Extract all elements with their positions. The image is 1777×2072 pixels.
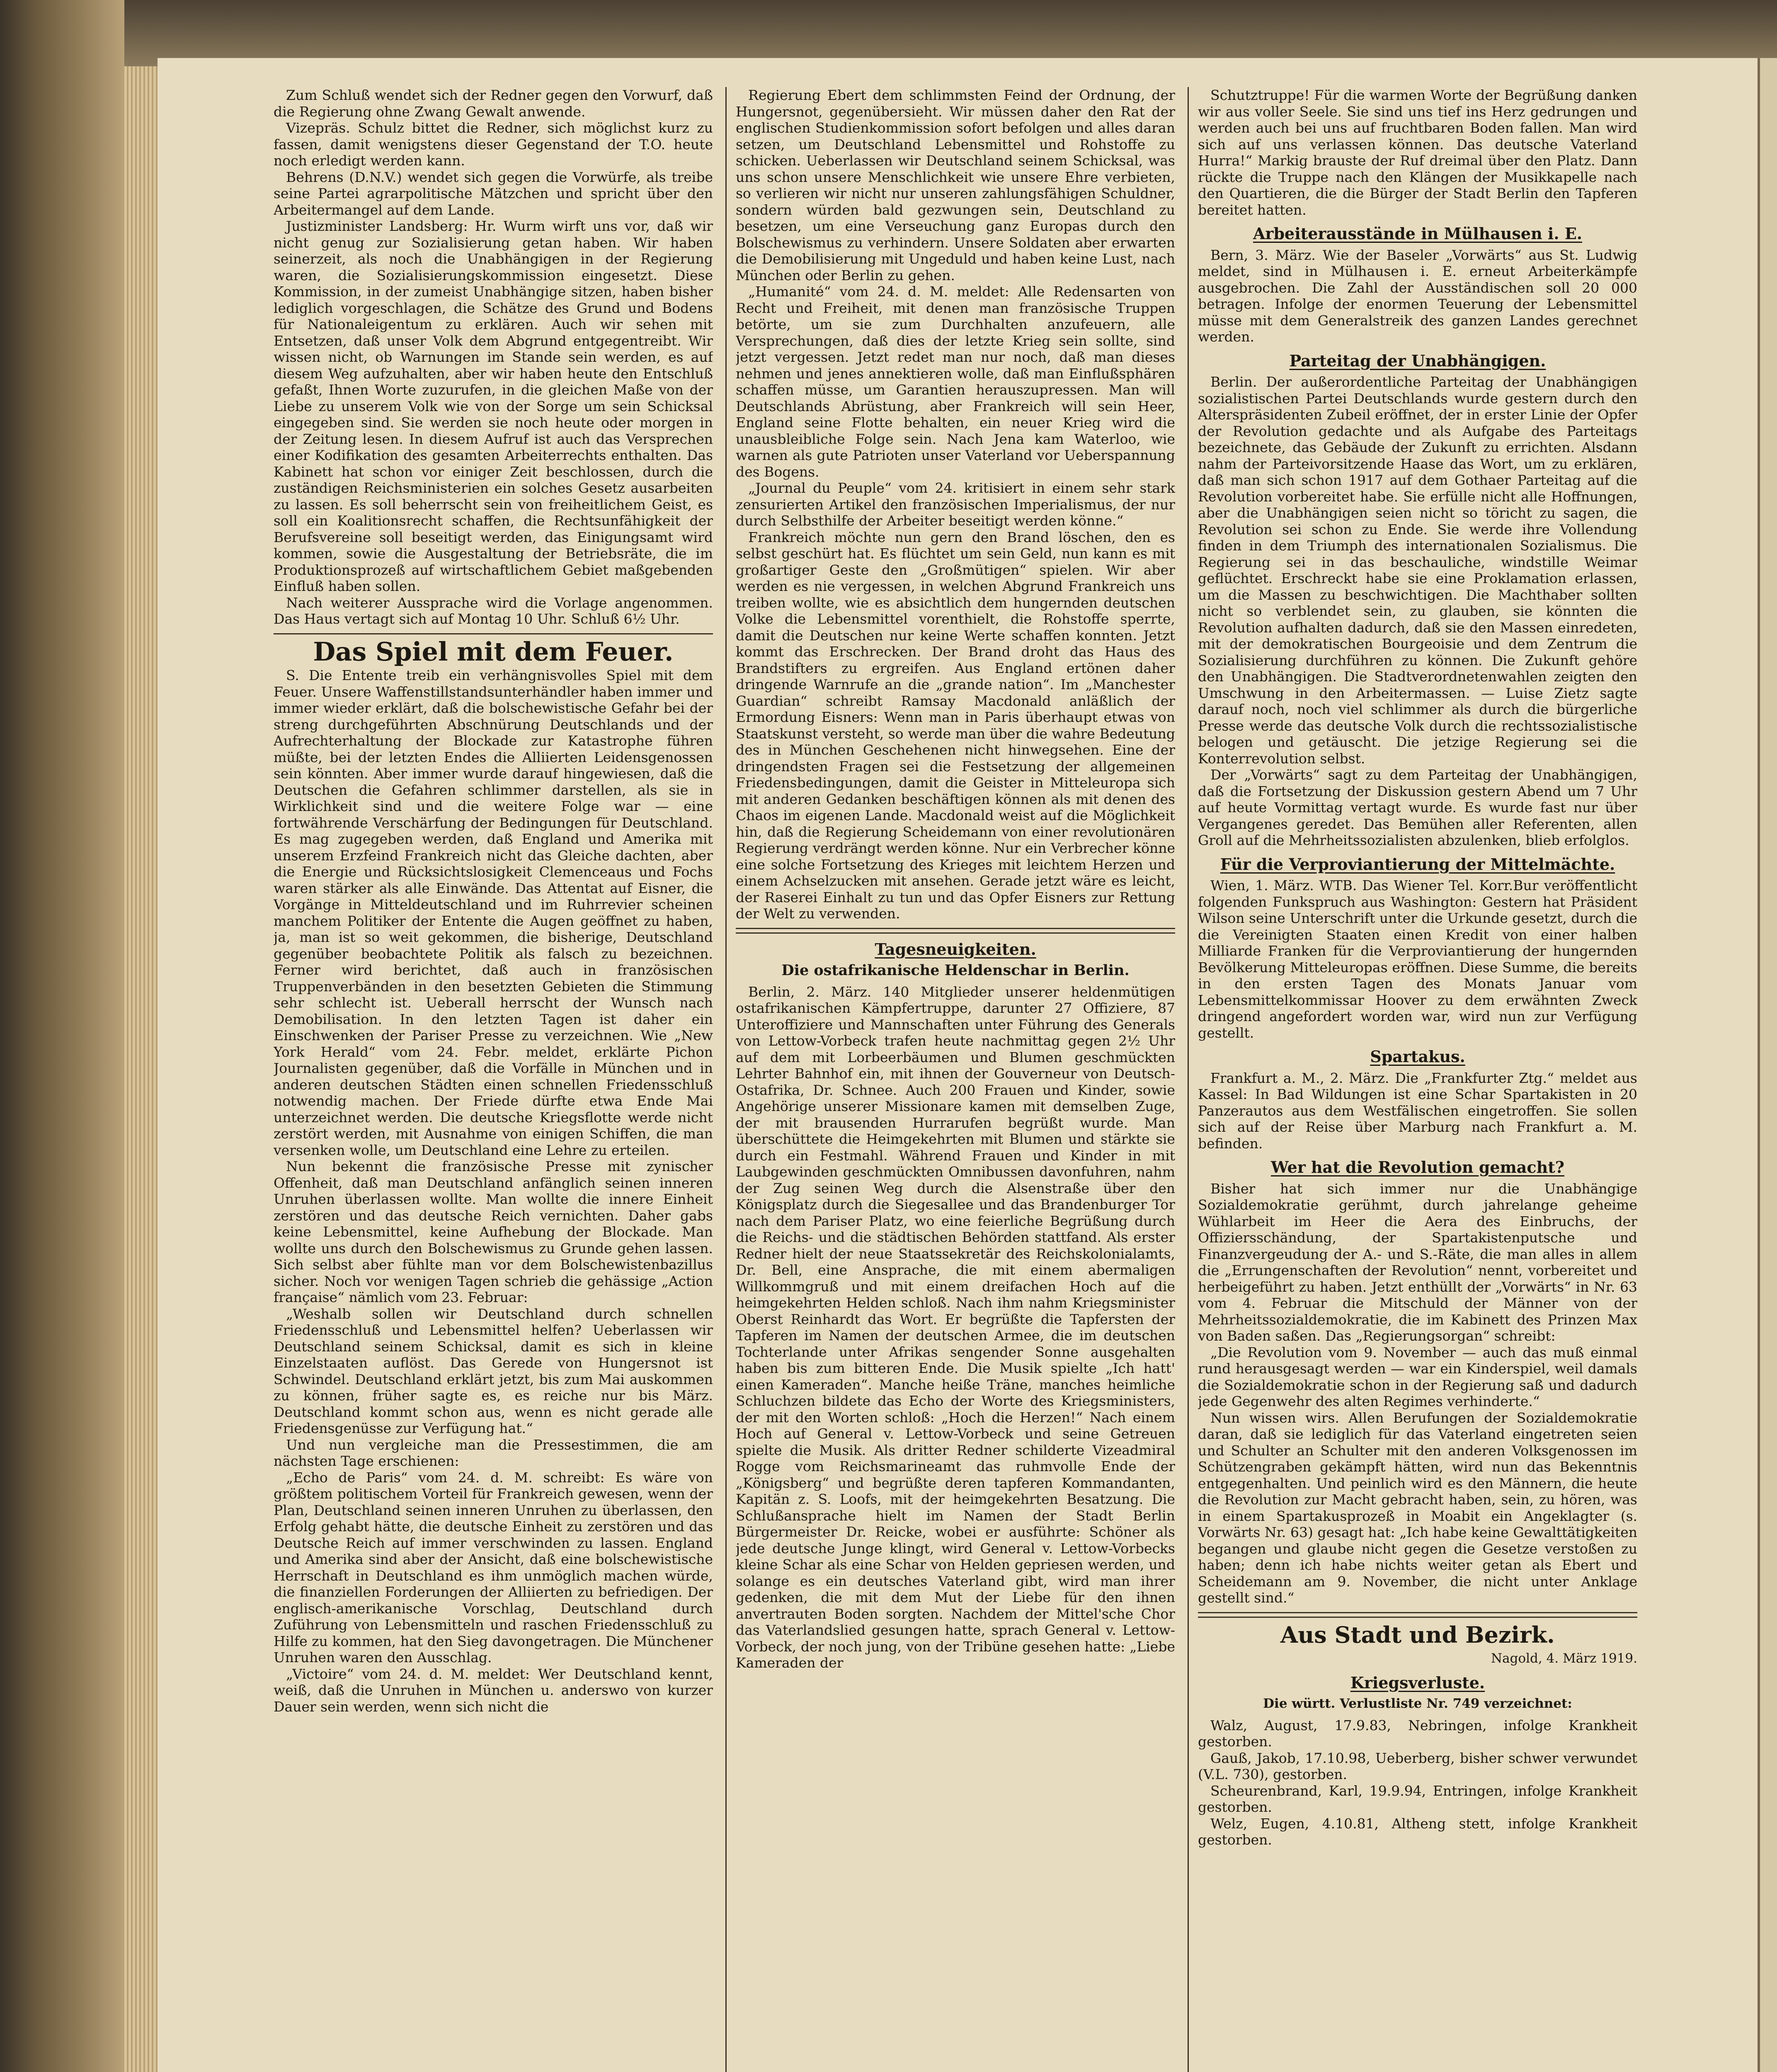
paragraph: „Die Revolution vom 9. November — auch das muß einmal rund herausgesagt werden — war ein Kinderspiel, weil damals die Sozialdemokratie schon in der Regierung saß und dadurch jede Gegenwehr des alten Regimes verhinderte.“ — [1198, 1344, 1637, 1409]
paragraph: Bisher hat sich immer nur die Unabhängige Sozialdemokratie gerühmt, durch jahrelange geheime Wühlarbeit im Heer die Aera des Einbruchs, der Offiziersschändung, der Spartakistenputsche und Finanzvergeudung der A.- und S.-Räte, die man alles in allem die „Errungenschaften der Revolution“ nennt, vorbereitet und herbeigeführt zu haben. Jetzt enthüllt der „Vorwärts“ in Nr. 63 vom 4. Februar die Mitschuld der Männer von der Mehrheitssozialdemokratie, die im Kabinett des Prinzen Max von Baden saßen. Das „Regierungsorgan“ schreibt: — [1198, 1180, 1637, 1344]
paragraph: Berlin. Der außerordentliche Parteitag der Unabhängigen sozialistischen Partei Deutschlands wurde gestern durch den Alterspräsidenten Zubeil eröffnet, der in erster Linie der Opfer der Revolution gedachte und als Aufgabe des Parteitags bezeichnete, das Gebäude der Zukunft zu errichten. Alsdann nahm der Parteivorsitzende Haase das Wort, um zu erklären, daß man sich schon 1917 auf dem Gothaer Parteitag auf die Revolution vorbereitet habe. Sie erfülle nicht alle Hoffnungen, aber die Unabhängigen seien nicht so töricht zu sagen, die Revolution sei schon zu Ende. Sie werde ihre Vollendung finden in dem Triumph des internationalen Sozialismus. Die Regierung sei in das beschauliche, windstille Weimar geflüchtet. Erschreckt habe sie eine Proklamation erlassen, um die Massen zu beschwichtigen. Die Machthaber sollten nicht so verblendet sein, zu glauben, sie könnten die Revolution aufhalten dadurch, daß sie den Massen einredeten, mit der demokratischen Bourgeoisie und dem Zentrum die Sozialisierung durchführen zu können. Die Zukunft gehöre den Unabhängigen. Die Stadtverordnetenwahlen zeigten den Umschwung in den Arbeitermassen. — Luise Zietz sagte darauf noch, noch viel schlimmer als durch die bürgerliche Presse werde das deutsche Volk durch die rechtssozialistische belogen und getäuscht. Die jetzige Regierung sei die Konterrevolution selbst. — [1198, 374, 1637, 767]
article-headline-spartakus: Spartakus. — [1370, 1047, 1465, 1066]
column-middle — [736, 87, 1175, 2072]
divider — [736, 928, 1175, 934]
divider — [274, 633, 713, 634]
paragraph: „Weshalb sollen wir Deutschland durch schnellen Friedensschluß und Lebensmittel helfen? Ueberlassen wir Deutschland seinem Schicksal, damit es sich in kleine Einzelstaaten auflöst. Das Gerede von Hungersnot ist Schwindel. Deutschland erklärt jetzt, bis zum Mai auskommen zu können, früher sagte es, es reiche nur bis März. Deutschland kommt schon aus, wenn es nicht gerade alle Friedensgenüsse zur Verfügung hat.“ — [274, 1305, 713, 1436]
column-rule-1 — [725, 87, 727, 2072]
paragraph: Schutztruppe! Für die warmen Worte der Begrüßung danken wir aus voller Seele. Sie sind uns tief ins Herz gedrungen und werden auch bei uns auf fruchtbaren Boden fallen. Man wird sich auf uns verlassen können. Das deutsche Vaterland Hurra!“ Markig brauste der Ruf dreimal über den Platz. Dann rückte die Truppe nach den Klängen der Musikkapelle nach den Quartieren, die die Bürger der Stadt Berlin den Tapferen bereitet hatten. — [1198, 87, 1637, 218]
paragraph: Und nun vergleiche man die Pressestimmen, die am nächsten Tage erschienen: — [274, 1436, 713, 1469]
article-headline-spiel: Das Spiel mit dem Feuer. — [313, 636, 674, 667]
column-right — [1198, 87, 1637, 2072]
article-headline-verproviantierung: Für die Verproviantierung der Mittelmächte. — [1220, 854, 1615, 874]
list-title: Die württ. Verlustliste Nr. 749 verzeichnet: — [1263, 1696, 1572, 1711]
paragraph: Nach weiterer Aussprache wird die Vorlage angenommen. Das Haus vertagt sich auf Montag 10 Uhr. Schluß 6½ Uhr. — [274, 594, 713, 627]
paragraph: S. Die Entente treib ein verhängnisvolles Spiel mit dem Feuer. Unsere Waffenstillstandsunterhändler haben immer und immer wieder erklärt, daß die bolschewistische Gefahr bei der streng durchgeführten Abschnürung Deutschlands und der Aufrechterhaltung der Blockade zur Katastrophe führen müßte, bei der letzten Endes die Alliierten Leidensgenossen sein könnten. Aber immer wurde darauf hingewiesen, daß die Deutschen die Gefahren schlimmer darstellen, als sie in Wirklichkeit sind und die weitere Folge war — eine fortwährende Verschärfung der Bedingungen für Deutschland. Es mag zugegeben werden, daß England und Amerika mit unserem Erzfeind Frankreich nicht das Gleiche dachten, aber die Energie und Rücksichtslosigkeit Clemenceaus und Fochs waren stärker als alle Einwände. Das Attentat auf Eisner, die Vorgänge in Mitteldeutschland und im Ruhrrevier scheinen manchem Politiker der Entente die Augen geöffnet zu haben, ja, man ist so weit gekommen, die bisherige, Deutschland gegenüber beobachtete Politik als falsch zu bezeichnen. Ferner wird berichtet, daß auch in französischen Truppenverbänden in den besetzten Gebieten die Stimmung sehr schlecht ist. Ueberall herrscht der Wunsch nach Demobilisation. In den letzten Tagen ist daher ein Einschwenken der Pariser Presse zu verzeichnen. Wie „New York Herald“ vom 24. Febr. meldet, erklärte Pichon Journalisten gegenüber, daß die Vorfälle in München und in anderen deutschen Städten einen schnellen Friedensschluß notwendig machen. Der Friede dürfte etwa Ende Mai unterzeichnet werden. Die deutsche Kriegsflotte werde nicht zerstört werden, mit Ausnahme von einigen Schiffen, die man versenken wolle, um Deutschland eine Lehre zu erteilen. — [274, 667, 713, 1158]
paragraph: „Humanité“ vom 24. d. M. meldet: Alle Redensarten von Recht und Freiheit, mit denen man französische Truppen betörte, um sie zum Durchhalten anzufeuern, alle Versprechungen, daß dies der letzte Krieg sein sollte, sind jetzt vergessen. Jetzt redet man nur noch, daß man dieses nehmen und jenes annektieren wolle, daß man Einflußsphären schaffen müsse, um Garantien herauszupressen. Man will Deutschlands Abrüstung, aber Frankreich will sein Heer, England seine Flotte behalten, ein neuer Krieg wird die unausbleibliche Folge sein. Nach Jena kam Waterloo, wie warnen als gute Patrioten unser Vaterland vor Ueberspannung des Bogens. — [736, 283, 1175, 480]
section-title-stadt-bezirk: Aus Stadt und Bezirk. — [1280, 1621, 1555, 1648]
list-item: Gauß, Jakob, 17.10.98, Ueberberg, bisher schwer verwundet (V.L. 730), gestorben. — [1198, 1750, 1637, 1782]
article-headline-revolution: Wer hat die Revolution gemacht? — [1270, 1158, 1565, 1176]
paragraph: Nun wissen wirs. Allen Berufungen der Sozialdemokratie daran, daß sie lediglich für das Vaterland eingetreten seien und Schulter an Schulter mit den anderen Volksgenossen im Schützengraben gekämpft hätten, wird nun das Bekenntnis entgegenhalten. Und peinlich wird es den Männern, die heute die Revolution zur Macht gebracht haben, sein, zu hören, was in einem Spartakusprozeß in Moabit ein Angeklagter (s. Vorwärts Nr. 63) gesagt hat: „Ich habe keine Gewalttätigkeiten begangen und glaube nicht gegen die Gesetze verstoßen zu haben; denn ich habe nichts weiter getan als Ebert und Scheidemann am 9. November, die nicht unter Anklage gestellt sind.“ — [1198, 1409, 1637, 1606]
list-item: Welz, Eugen, 4.10.81, Altheng stett, infolge Krankheit gestorben. — [1198, 1815, 1637, 1848]
paragraph: Regierung Ebert dem schlimmsten Feind der Ordnung, der Hungersnot, gegenübersieht. Wir müssen daher den Rat der englischen Studienkommission sofort befolgen und alles daran setzen, um Deutschland Lebensmittel und Rohstoffe zu schicken. Ueberlassen wir Deutschland seinem Schicksal, was uns schon unsere Menschlichkeit wie unsere Ehre verbieten, so verlieren wir nicht nur unseren zahlungsfähigen Schuldner, sondern würden bald gezwungen sein, Deutschland zu besetzen, um eine Verseuchung ganz Europas durch den Bolschewismus zu verhindern. Unsere Soldaten aber erwarten die Demobilisierung mit Ungeduld und haben keine Lust, nach München oder Berlin zu gehen. — [736, 87, 1175, 283]
paragraph: Zum Schluß wendet sich der Redner gegen den Vorwurf, daß die Regierung ohne Zwang Gewalt anwende. — [274, 87, 713, 120]
column-left — [274, 87, 713, 2072]
paragraph: Frankreich möchte nun gern den Brand löschen, den es selbst geschürt hat. Es flüchtet um sein Geld, nun kann es mit großartiger Geste den „Großmütigen“ spielen. Wir aber werden es nie vergessen, in welchen Abgrund Frankreich uns treiben wollte, wie es absichtlich dem hungernden deutschen Volke die Lebensmittel vorenthielt, die Rohstoffe sperrte, damit die Deutschen nur keine Werte schaffen konnten. Jetzt kommt das Erschrecken. Der Brand droht das Haus des Brandstifters zu ergreifen. Aus England ertönen daher dringende Warnrufe an die „grande nation“. Im „Manchester Guardian“ schreibt Ramsay Macdonald anläßlich der Ermordung Eisners: Wenn man in Paris überhaupt etwas von Staatskunst versteht, so werde man über die wahre Bedeutung des in München Geschehenen nicht hinwegsehen. Eine der dringendsten Fragen sei die Festsetzung der allgemeinen Friedensbedingungen, damit die Geister in Mitteleuropa sich mit anderen Gedanken beschäftigen können als mit denen des Chaos im eigenen Lande. Macdonald weist auf die Möglichkeit hin, daß die Regierung Scheidemann von einer revolutionären Regierung verdrängt werden könne. Nur ein Verbrecher könne eine solche Fortsetzung des Krieges mit leichtem Herzen und einem Achselzucken mit ansehen. Gerade jetzt wäre es leicht, der Raserei Einhalt zu tun und das Opfer Eisners zur Rettung der Welt zu verwenden. — [736, 529, 1175, 922]
paragraph: „Echo de Paris“ vom 24. d. M. schreibt: Es wäre von größtem politischem Vorteil für Frankreich gewesen, wenn der Plan, Deutschland seinen inneren Unruhen zu überlassen, den Erfolg gehabt hätte, die deutsche Einheit zu zerstören und das Deutsche Reich auf immer verschwinden zu lassen. England und Amerika sind aber der Ansicht, daß eine bolschewistische Herrschaft in Deutschland es ihm unmöglich machen würde, die finanziellen Forderungen der Alliierten zu befriedigen. Der englisch-amerikanische Vorschlag, Deutschland durch Zuführung von Lebensmitteln und raschen Friedensschluß zu Hilfe zu kommen, hat den Sieg davongetragen. Die Münchener Unruhen waren den Ausschlag. — [274, 1469, 713, 1665]
article-headline-kriegsverluste: Kriegsverluste. — [1350, 1673, 1485, 1692]
dateline: Nagold, 4. März 1919. — [1491, 1651, 1637, 1666]
article-headline-parteitag: Parteitag der Unabhängigen. — [1289, 351, 1546, 370]
paragraph: Der „Vorwärts“ sagt zu dem Parteitag der Unabhängigen, daß die Fortsetzung der Diskussion gestern Abend um 7 Uhr auf heute Vormittag vertagt wurde. Es wurde fast nur über Vergangenes geredet. Das Bemühen aller Referenten, allen Groll auf die Mehrheitssozialisten abzulenken, blieb erfolglos. — [1198, 767, 1637, 848]
paragraph: „Journal du Peuple“ vom 24. kritisiert in einem sehr stark zensurierten Artikel den französischen Imperialismus, der nur durch Selbsthilfe der Arbeiter beseitigt werden könne.“ — [736, 480, 1175, 529]
paragraph: Justizminister Landsberg: Hr. Wurm wirft uns vor, daß wir nicht genug zur Sozialisierung getan haben. Wir haben seinerzeit, als noch die Unabhängigen in der Regierung waren, die Sozialisierungskommission eingesetzt. Diese Kommission, in der zumeist Unabhängige sitzen, haben bisher lediglich vorgeschlagen, die Schätze des Grund und Bodens für Nationaleigentum zu erklären. Auch wir sehen mit Entsetzen, daß unser Volk dem Abgrund entgegentreibt. Wir wissen nicht, ob Warnungen im Stande sein werden, es auf diesem Weg aufzuhalten, aber wir haben heute den Entschluß gefaßt, Ihnen Worte zuzurufen, in die gleichen Maße von der Liebe zu unserem Volk wie von der Sorge um sein Schicksal eingegeben sind. Sie werden sie noch heute oder morgen in der Zeitung lesen. In diesem Aufruf ist auch das Versprechen einer Kodifikation des gesamten Arbeiterrechts enthalten. Das Kabinett hat schon vor einiger Zeit beschlossen, durch die zuständigen Reichsministerien ein solches Gesetz ausarbeiten zu lassen. Es soll beherrscht sein von freiheitlichem Geist, es soll ein Koalitionsrecht schaffen, die Rechtsunfähigkeit der Berufsvereine soll beseitigt werden, das Einigungsamt wird kommen, sowie die Ausgestaltung der Betriebsräte, die im Produktionsprozeß auf wirtschaftlichem Gebiet maßgebenden Einfluß haben sollen. — [274, 218, 713, 594]
divider — [1198, 1612, 1637, 1618]
paragraph: Berlin, 2. März. 140 Mitglieder unserer heldenmütigen ostafrikanischen Kämpfertruppe, darunter 27 Offiziere, 87 Unteroffiziere und Mannschaften unter Führung des Generals von Lettow-Vorbeck trafen heute nachmittag gegen 2½ Uhr auf dem mit Lorbeerbäumen und Blumen geschmückten Lehrter Bahnhof ein, mit ihnen der Gouverneur von Deutsch-Ostafrika, Dr. Schnee. Auch 200 Frauen und Kinder, sowie Angehörige unserer Missionare kamen mit demselben Zuge, der mit brausenden Hurrarufen begrüßt wurde. Man überschüttete die Heimgekehrten mit Blumen und stärkte sie durch ein Festmahl. Während Frauen und Kinder in mit Laubgewinden geschmückten Omnibussen davonfuhren, nahm der Zug seinen Weg durch die Alsenstraße über den Königsplatz durch die Siegesallee und das Brandenburger Tor nach dem Pariser Platz, wo eine feierliche Begrüßung durch die Reichs- und die städtischen Behörden stattfand. Als erster Redner hielt der neue Staatssekretär des Reichskolonialamts, Dr. Bell, eine Ansprache, die mit einem abermaligen Willkommgruß und mit einem dreifachen Hoch auf die heimgekehrten Helden schloß. Nach ihm nahm Kriegsminister Oberst Reinhardt das Wort. Er begrüßte die Tapfersten der Tapferen im Namen der deutschen Armee, die im deutschen Tochterlande unter Afrikas sengender Sonne ausgehalten haben bis zum bitteren Ende. Die Musik spielte „Ich hatt' einen Kameraden“. Manche heiße Träne, manches heimliche Schluchzen bildete das Echo der Worte des Kriegsministers, der mit den Worten schloß: „Hoch die Herzen!“ Nach einem Hoch auf General v. Lettow-Vorbeck und seine Getreuen spielte die Musik. Als dritter Redner schilderte Vizeadmiral Rogge vom Reichsmarineamt das ruhmvolle Ende der „Königsberg“ und begrüßte deren tapferen Kommandanten, Kapitän z. S. Loofs, mit der heimgekehrten Besatzung. Die Schlußansprache hielt im Namen der Stadt Berlin Bürgermeister Dr. Reicke, wobei er ausführte: Schöner als jede deutsche Junge klingt, wird General v. Lettow-Vorbecks kleine Schar als eine Schar von Helden gepriesen werden, und solange es ein deutsches Vaterland gibt, wird man ihrer gedenken, die mit dem Mut der Liebe für den ihnen anvertrauten Boden sorgten. Nachdem der Mittel'sche Chor das Vaterlandslied gesungen hatte, sprach General v. Lettow-Vorbeck, der noch jung, von der Tribüne gesehen hatte: „Liebe Kameraden der — [736, 983, 1175, 1671]
paragraph: Vizepräs. Schulz bittet die Redner, sich möglichst kurz zu fassen, damit wenigstens dieser Gegenstand der T.O. heute noch erledigt werden kann. — [274, 120, 713, 169]
article-headline-heldenschar: Die ostafrikanische Heldenschar in Berlin. — [781, 962, 1130, 979]
page-stack-edge — [124, 0, 158, 2072]
article-headline-muelhausen: Arbeiterausstände in Mülhausen i. E. — [1253, 224, 1583, 243]
column-rule-2 — [1188, 87, 1189, 2072]
paragraph: Bern, 3. März. Wie der Baseler „Vorwärts“ aus St. Ludwig meldet, sind in Mülhausen i. E. erneut Arbeiterkämpfe ausgebrochen. Die Zahl der Ausständischen soll 20 000 betragen. Infolge der enormen Teuerung der Lebensmittel müsse mit dem Generalstreik des ganzen Landes gerechnet werden. — [1198, 247, 1637, 345]
paragraph: Behrens (D.N.V.) wendet sich gegen die Vorwürfe, als treibe seine Partei agrarpolitische Mätzchen und spricht über den Arbeitermangel auf dem Lande. — [274, 169, 713, 218]
list-item: Scheurenbrand, Karl, 19.9.94, Entringen, infolge Krankheit gestorben. — [1198, 1782, 1637, 1815]
paragraph: Wien, 1. März. WTB. Das Wiener Tel. Korr.Bur veröffentlicht folgenden Funkspruch aus Washington: Gestern hat Präsident Wilson seine Unterschrift unter die Urkunde gesetzt, durch die die Vereinigten Staaten einen Kredit von einer halben Milliarde Franken für die Verproviantierung der hungernden Bevölkerung Mitteleuropas eröffnen. Diese Summe, die bereits in den ersten Tagen des Monats Januar vom Lebensmittelkommissar Hoover zu dem erwähnten Zweck dringend angefordert worden war, wird nun zur Verfügung gestellt. — [1198, 877, 1637, 1041]
next-page-edge — [1758, 58, 1777, 2072]
paragraph: Nun bekennt die französische Presse mit zynischer Offenheit, daß man Deutschland anfänglich seinen inneren Unruhen überlassen wollte. Man wollte die innere Einheit zerstören und das deutsche Reich vernichten. Daher gabs keine Lebensmittel, keine Aufhebung der Blockade. Man wollte uns durch den Bolschewismus zu Grunde gehen lassen. Sich selbst aber fühlte man vor dem Bolschewistenbazillus sicher. Noch vor wenigen Tagen schrieb die gehässige „Action française“ nämlich vom 23. Februar: — [274, 1158, 713, 1305]
paragraph: Frankfurt a. M., 2. März. Die „Frankfurter Ztg.“ meldet aus Kassel: In Bad Wildungen ist eine Schar Spartakisten in 20 Panzerautos aus dem Westfälischen eingetroffen. Sie sollen sich auf der Reise über Marburg nach Frankfurt a. M. befinden. — [1198, 1070, 1637, 1152]
paragraph: „Victoire“ vom 24. d. M. meldet: Wer Deutschland kennt, weiß, daß die Unruhen in München u. anderswo von kurzer Dauer sein werden, wenn sich nicht die — [274, 1665, 713, 1715]
book-binding — [0, 0, 124, 2072]
section-heading-tagesneuigkeiten: Tagesneuigkeiten. — [875, 939, 1036, 959]
book-top-edge — [124, 0, 1777, 66]
list-item: Walz, August, 17.9.83, Nebringen, infolge Krankheit gestorben. — [1198, 1717, 1637, 1750]
